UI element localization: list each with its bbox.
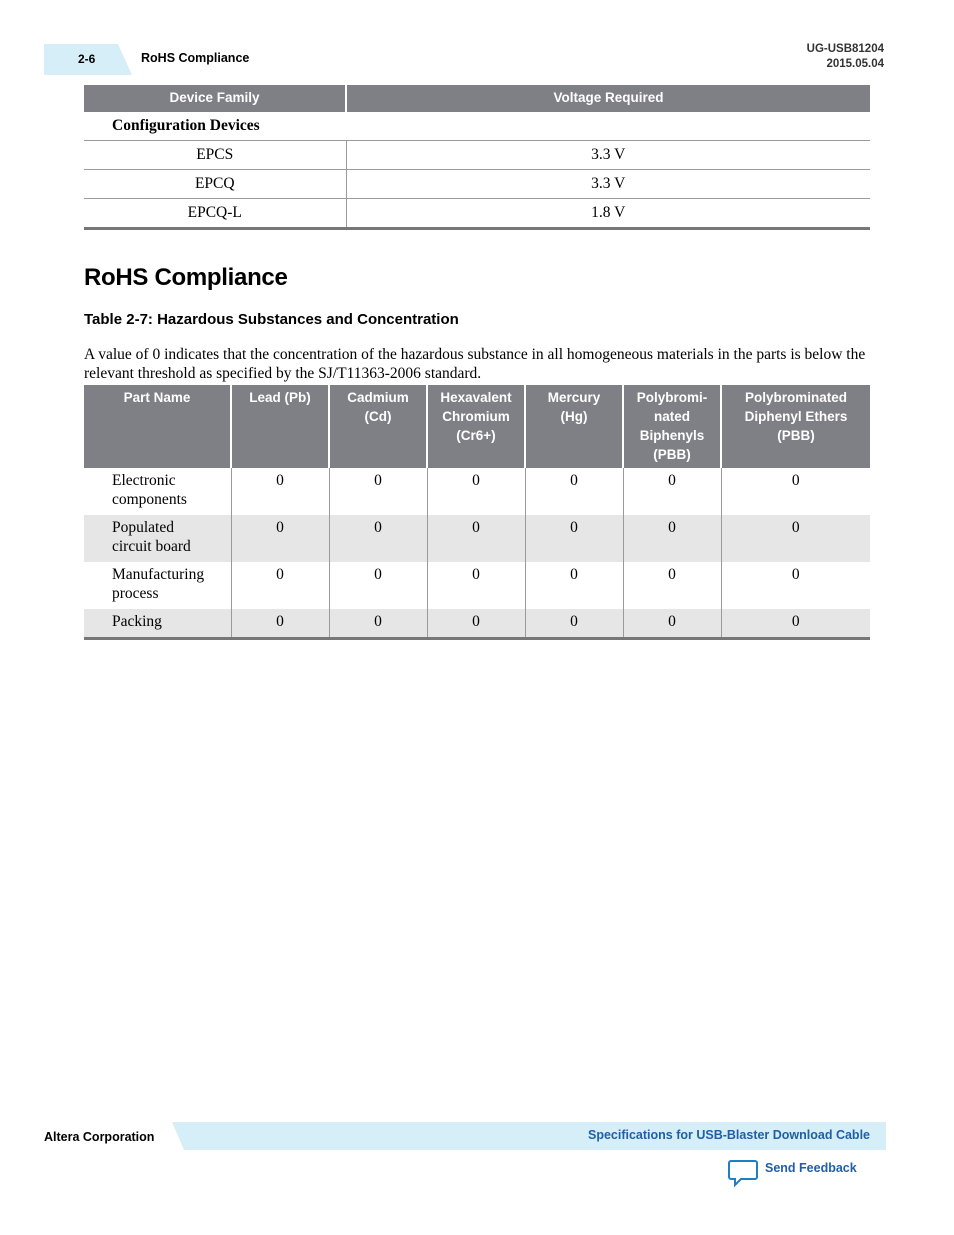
voltage-cell: 3.3 V <box>346 170 870 199</box>
header-line: Cadmium <box>347 390 409 405</box>
value-cell: 0 <box>329 468 427 515</box>
col-lead <box>231 385 329 468</box>
header-line: (Hg) <box>560 409 588 424</box>
doc-date: 2015.05.04 <box>826 58 884 70</box>
header-line: Mercury <box>547 390 601 405</box>
col-pbb <box>623 385 721 468</box>
part-name-line: Populated <box>112 519 174 536</box>
value-cell: 0 <box>525 562 623 609</box>
header-line: Chromium <box>442 409 510 424</box>
voltage-table <box>84 85 870 230</box>
device-cell: EPCQ-L <box>84 199 346 229</box>
col-voltage-required: Voltage Required <box>346 85 870 112</box>
table-caption: Table 2-7: Hazardous Substances and Concentration <box>84 311 459 328</box>
value-cell: 0 <box>721 515 870 562</box>
group-label: Configuration Devices <box>112 117 260 134</box>
value-cell: 0 <box>721 609 870 638</box>
header-line: Diphenyl Ethers <box>744 409 848 424</box>
col-device-family: Device Family <box>84 85 346 112</box>
value-cell: 0 <box>329 515 427 562</box>
col-mercury <box>525 385 623 468</box>
header-line: nated <box>653 409 690 424</box>
value-cell: 0 <box>427 562 525 609</box>
part-name-cell <box>84 562 231 609</box>
value-cell: 0 <box>525 609 623 638</box>
header-doc-info <box>807 42 884 72</box>
header-line: Hexavalent <box>440 390 512 405</box>
part-name-cell <box>84 468 231 515</box>
device-cell: EPCS <box>84 141 346 170</box>
table-header-row <box>84 385 870 468</box>
part-name-line: Electronic <box>112 472 176 489</box>
value-cell: 0 <box>721 562 870 609</box>
table-row <box>84 468 870 515</box>
value-cell: 0 <box>623 468 721 515</box>
table-header-row <box>84 85 870 112</box>
header-line: (Cd) <box>364 409 392 424</box>
table-row <box>84 199 870 229</box>
value-cell: 0 <box>623 562 721 609</box>
value-cell: 0 <box>721 468 870 515</box>
header-line: Polybromi- <box>636 390 708 405</box>
doc-id: UG-USB81204 <box>806 43 884 55</box>
header-line: Part Name <box>123 390 191 405</box>
value-cell: 0 <box>525 468 623 515</box>
col-hexavalent-chromium <box>427 385 525 468</box>
hazardous-substances-table <box>84 385 870 640</box>
table-row <box>84 609 870 638</box>
col-pbde <box>721 385 870 468</box>
part-name-line: Packing <box>112 613 162 630</box>
value-cell: 0 <box>427 515 525 562</box>
table-row <box>84 562 870 609</box>
header-line: (PBB) <box>653 447 691 462</box>
value-cell: 0 <box>525 515 623 562</box>
voltage-cell: 1.8 V <box>346 199 870 229</box>
header-line: (PBB) <box>777 428 815 443</box>
section-title: RoHS Compliance <box>84 264 288 291</box>
part-name-cell <box>84 515 231 562</box>
table-row <box>84 170 870 199</box>
part-name-cell <box>84 609 231 638</box>
value-cell: 0 <box>231 562 329 609</box>
table-description: A value of 0 indicates that the concentration of the hazardous substance in all homogeneous materials in the parts is below the relevant threshold as specified by the SJ/T11363-2006 standard. <box>84 346 866 382</box>
value-cell: 0 <box>427 609 525 638</box>
value-cell: 0 <box>231 468 329 515</box>
doc-title-link[interactable]: Specifications for USB-Blaster Download Cable <box>588 1128 870 1142</box>
value-cell: 0 <box>623 609 721 638</box>
send-feedback-link[interactable]: Send Feedback <box>765 1161 857 1175</box>
header-line: (Cr6+) <box>456 428 496 443</box>
value-cell: 0 <box>231 609 329 638</box>
col-cadmium <box>329 385 427 468</box>
value-cell: 0 <box>329 609 427 638</box>
header-line: Biphenyls <box>639 428 705 443</box>
device-cell: EPCQ <box>84 170 346 199</box>
speech-bubble-icon[interactable] <box>728 1158 758 1188</box>
value-cell: 0 <box>231 515 329 562</box>
part-name-line: Manufacturing <box>112 566 205 583</box>
table-row <box>84 515 870 562</box>
page-number: 2-6 <box>78 52 96 66</box>
part-name-line: components <box>112 491 187 508</box>
header-line: Polybrominated <box>744 390 847 405</box>
table-group-row <box>84 112 870 141</box>
value-cell: 0 <box>623 515 721 562</box>
value-cell: 0 <box>427 468 525 515</box>
header-line: Lead (Pb) <box>249 390 311 405</box>
value-cell: 0 <box>329 562 427 609</box>
header-section-title: RoHS Compliance <box>141 51 250 65</box>
col-part-name <box>84 385 231 468</box>
part-name-line: circuit board <box>112 538 191 555</box>
table-row <box>84 141 870 170</box>
footer-company: Altera Corporation <box>44 1130 155 1144</box>
voltage-cell: 3.3 V <box>346 141 870 170</box>
part-name-line: process <box>112 585 159 602</box>
